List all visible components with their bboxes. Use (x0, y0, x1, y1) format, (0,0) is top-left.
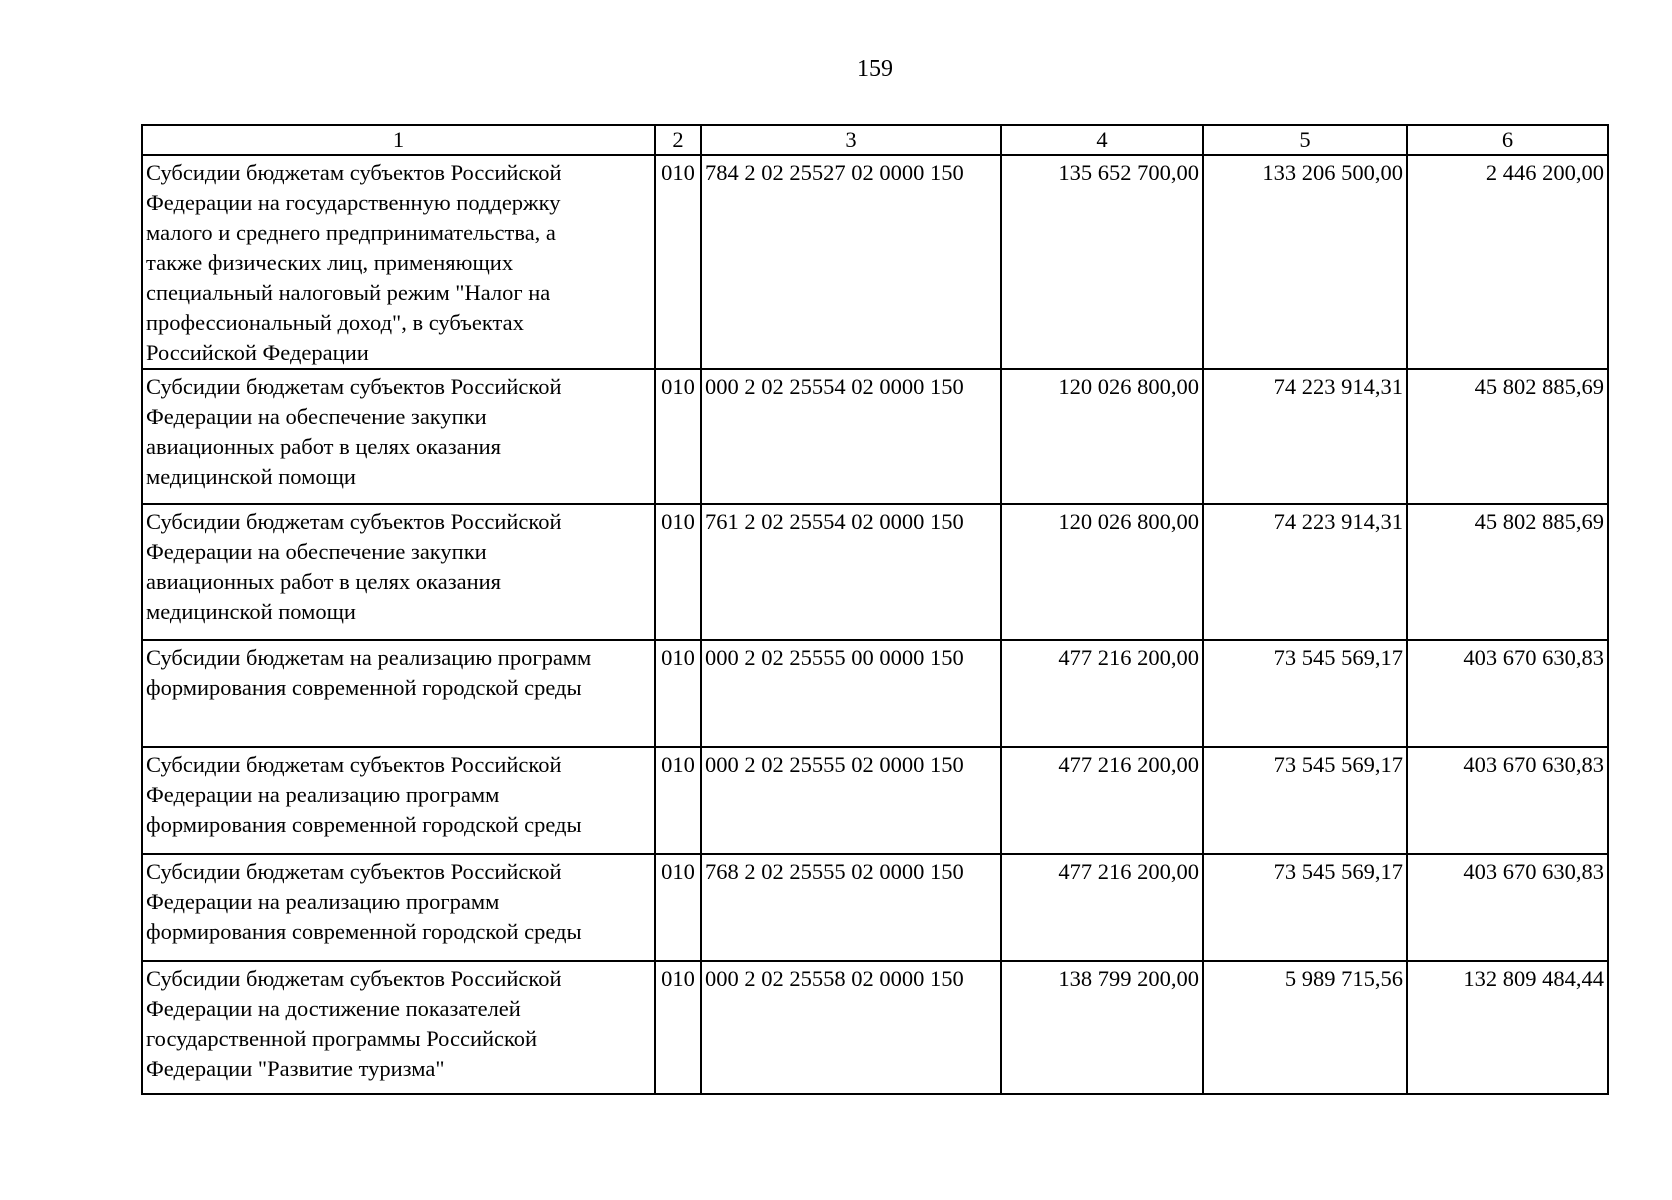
row-kbk-cell: 761 2 02 25554 02 0000 150 (701, 504, 1001, 640)
page-number: 159 (857, 56, 893, 82)
column-header: 4 (1001, 125, 1203, 155)
row-name-cell: Субсидии бюджетам субъектов Российской Федерации на обеспечение закупки авиационных работ в целях оказания медицинской помощи (142, 504, 655, 640)
row-approved-cell: 477 216 200,00 (1001, 854, 1203, 961)
row-name-cell: Субсидии бюджетам субъектов Российской Федерации на государственную поддержку малого и среднего предпринимательства, а также физических лиц, применяющих специальный налоговый режим "Налог на профессиональный доход", в субъектах Российской Федерации (142, 155, 655, 369)
row-executed-cell: 133 206 500,00 (1203, 155, 1407, 369)
row-approved-cell: 120 026 800,00 (1001, 504, 1203, 640)
row-name-cell: Субсидии бюджетам субъектов Российской Федерации на достижение показателей государственной программы Российской Федерации "Развитие туризма" (142, 961, 655, 1094)
row-kbk-cell: 000 2 02 25555 00 0000 150 (701, 640, 1001, 747)
row-name-cell: Субсидии бюджетам субъектов Российской Федерации на реализацию программ формирования современной городской среды (142, 854, 655, 961)
row-approved-cell: 120 026 800,00 (1001, 369, 1203, 504)
row-name-cell: Субсидии бюджетам субъектов Российской Федерации на обеспечение закупки авиационных работ в целях оказания медицинской помощи (142, 369, 655, 504)
row-code-cell: 010 (655, 155, 701, 369)
table-row (142, 640, 1608, 747)
row-executed-cell: 74 223 914,31 (1203, 369, 1407, 504)
row-code-cell: 010 (655, 961, 701, 1094)
row-approved-cell: 138 799 200,00 (1001, 961, 1203, 1094)
table-row (142, 369, 1608, 504)
row-code-cell: 010 (655, 747, 701, 854)
row-executed-cell: 74 223 914,31 (1203, 504, 1407, 640)
row-executed-cell: 73 545 569,17 (1203, 854, 1407, 961)
row-kbk-cell: 784 2 02 25527 02 0000 150 (701, 155, 1001, 369)
row-remainder-cell: 403 670 630,83 (1407, 854, 1608, 961)
row-kbk-cell: 000 2 02 25555 02 0000 150 (701, 747, 1001, 854)
row-name-cell: Субсидии бюджетам субъектов Российской Федерации на реализацию программ формирования современной городской среды (142, 747, 655, 854)
row-approved-cell: 135 652 700,00 (1001, 155, 1203, 369)
column-header: 6 (1407, 125, 1608, 155)
table-row (142, 155, 1608, 369)
column-header: 5 (1203, 125, 1407, 155)
row-kbk-cell: 768 2 02 25555 02 0000 150 (701, 854, 1001, 961)
row-approved-cell: 477 216 200,00 (1001, 640, 1203, 747)
table-row (142, 504, 1608, 640)
table-header-row (142, 125, 1608, 155)
row-executed-cell: 73 545 569,17 (1203, 747, 1407, 854)
row-executed-cell: 5 989 715,56 (1203, 961, 1407, 1094)
table-row (142, 854, 1608, 961)
budget-table (141, 124, 1609, 1095)
row-remainder-cell: 132 809 484,44 (1407, 961, 1608, 1094)
row-remainder-cell: 403 670 630,83 (1407, 640, 1608, 747)
row-code-cell: 010 (655, 504, 701, 640)
row-executed-cell: 73 545 569,17 (1203, 640, 1407, 747)
row-remainder-cell: 403 670 630,83 (1407, 747, 1608, 854)
row-code-cell: 010 (655, 854, 701, 961)
row-kbk-cell: 000 2 02 25554 02 0000 150 (701, 369, 1001, 504)
row-remainder-cell: 2 446 200,00 (1407, 155, 1608, 369)
row-code-cell: 010 (655, 640, 701, 747)
row-code-cell: 010 (655, 369, 701, 504)
row-remainder-cell: 45 802 885,69 (1407, 369, 1608, 504)
column-header: 2 (655, 125, 701, 155)
column-header: 3 (701, 125, 1001, 155)
table-row (142, 747, 1608, 854)
row-name-cell: Субсидии бюджетам на реализацию программ формирования современной городской среды (142, 640, 655, 747)
row-approved-cell: 477 216 200,00 (1001, 747, 1203, 854)
row-remainder-cell: 45 802 885,69 (1407, 504, 1608, 640)
column-header: 1 (142, 125, 655, 155)
table-row (142, 961, 1608, 1094)
row-kbk-cell: 000 2 02 25558 02 0000 150 (701, 961, 1001, 1094)
